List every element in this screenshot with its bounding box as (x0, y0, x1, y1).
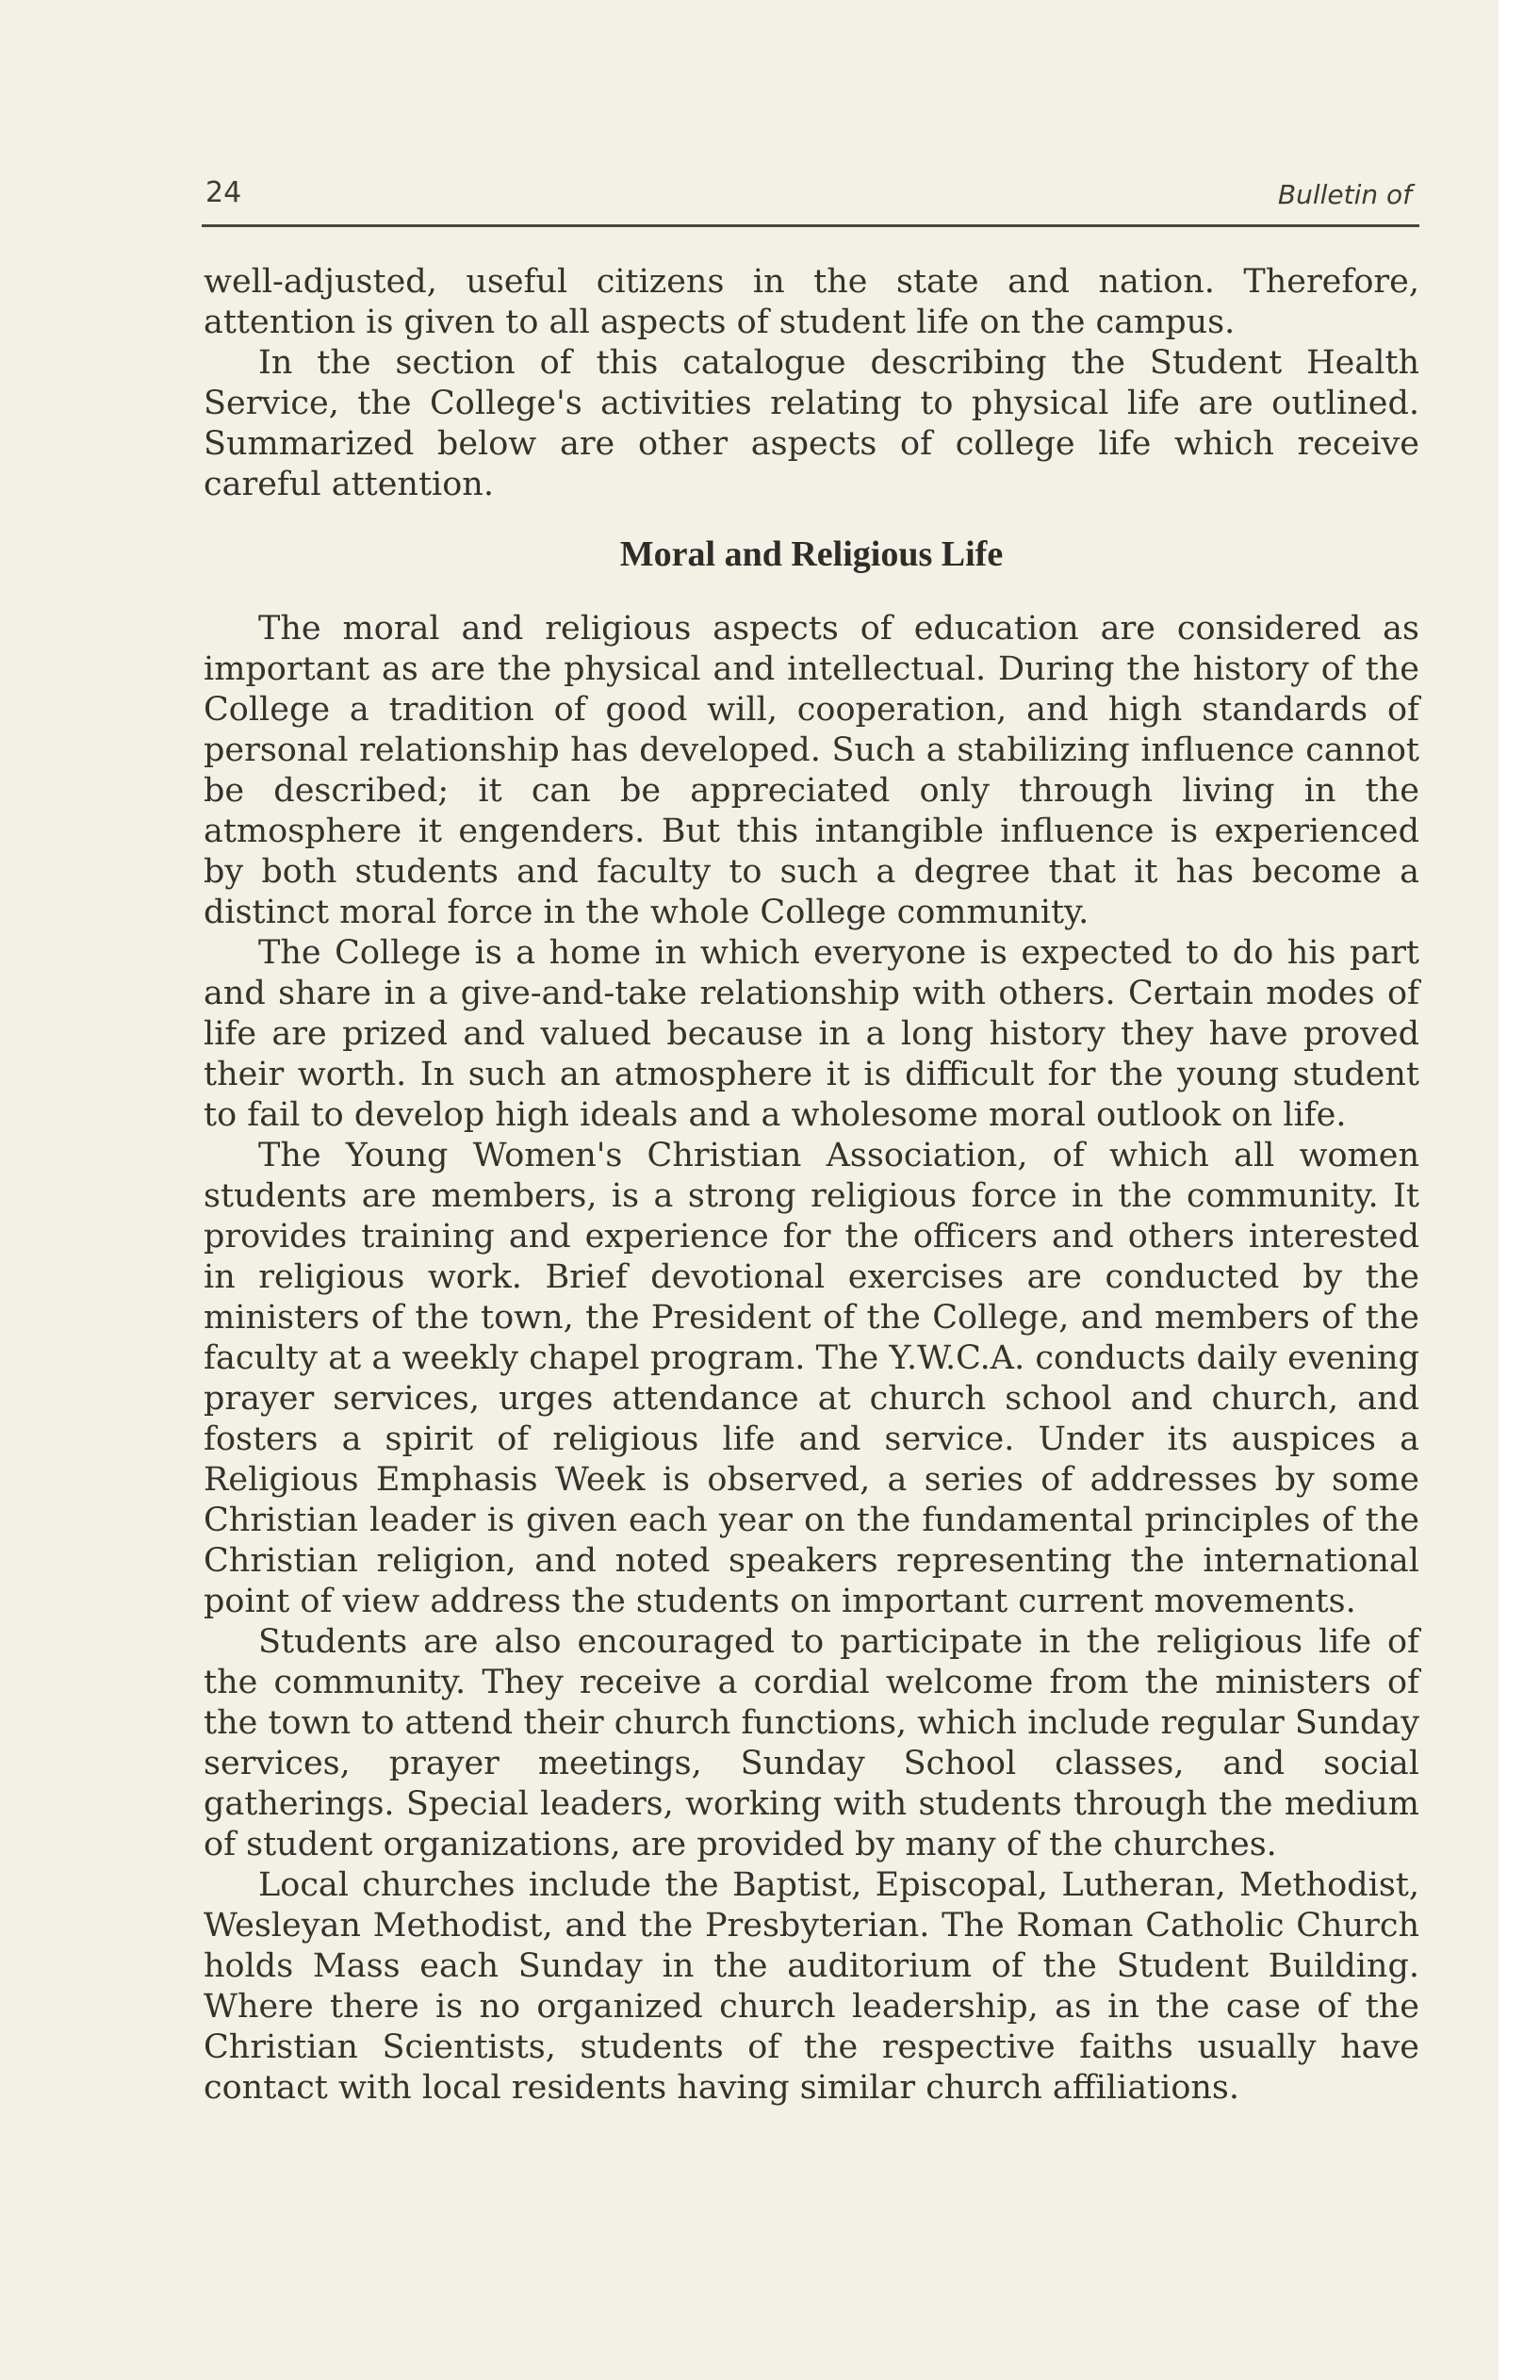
section-paragraph-3: The Young Women's Christian Association, of which all women students are members, is a strong religious force in the community. It provides training and experience for the officers and others interested in religious work. Brief devotional exercises are conducted by the ministers of the town, the President of the College, and members of the faculty at a weekly chapel program. The Y.W.C.A. conducts daily evening prayer services, urges attendance at church school and church, and fosters a spirit of religious life and service. Under its auspices a Religious Emphasis Week is observed, a series of addresses by some Christian leader is given each year on the fundamental principles of the Christian religion, and noted speakers representing the international point of view address the students on important current movements. (204, 1137, 1419, 1620)
body-text (204, 262, 1419, 2109)
section-paragraph-4: Students are also encouraged to participate in the religious life of the community. They receive a cordial welcome from the ministers of the town to attend their church functions, which include regular Sunday services, prayer meetings, Sunday School classes, and social gatherings. Special leaders, working with students through the medium of student organizations, are provided by many of the churches. (204, 1623, 1419, 1863)
header-rule (202, 224, 1419, 227)
intro-paragraph-1: well-adjusted, useful citizens in the state and nation. Therefore, attention is given to all aspects of student life on the campus. (204, 263, 1419, 341)
page-margin-edge (1499, 0, 1540, 2380)
running-title: Bulletin of (1277, 179, 1412, 210)
section-heading: Moral and Religious Life (619, 534, 1004, 574)
page-number: 24 (205, 176, 242, 209)
intro-paragraph-2: In the section of this catalogue describing the Student Health Service, the College's activities relating to physical life are outlined. Summarized below are other aspects of college life which receive careful attention. (204, 344, 1419, 503)
section-paragraph-5: Local churches include the Baptist, Episcopal, Lutheran, Methodist, Wesleyan Methodist, and the Presbyterian. The Roman Catholic Church holds Mass each Sunday in the auditorium of the Student Building. Where there is no organized church leadership, as in the case of the Christian Scientists, students of the respective faiths usually have contact with local residents having similar church affiliations. (204, 1866, 1419, 2107)
section-paragraph-2: The College is a home in which everyone is expected to do his part and share in a give-and-take relationship with others. Certain modes of life are prized and valued because in a long history they have proved their worth. In such an atmosphere it is difficult for the young student to fail to develop high ideals and a wholesome moral outlook on life. (204, 934, 1419, 1134)
running-head (205, 177, 1412, 224)
section-paragraph-1: The moral and religious aspects of education are considered as important as are the physical and intellectual. During the history of the College a tradition of good will, cooperation, and high standards of personal relationship has developed. Such a stabilizing influence cannot be described; it can be appreciated only through living in the atmosphere it engenders. But this intangible influence is experienced by both students and faculty to such a degree that it has become a distinct moral force in the whole College community. (204, 610, 1419, 931)
